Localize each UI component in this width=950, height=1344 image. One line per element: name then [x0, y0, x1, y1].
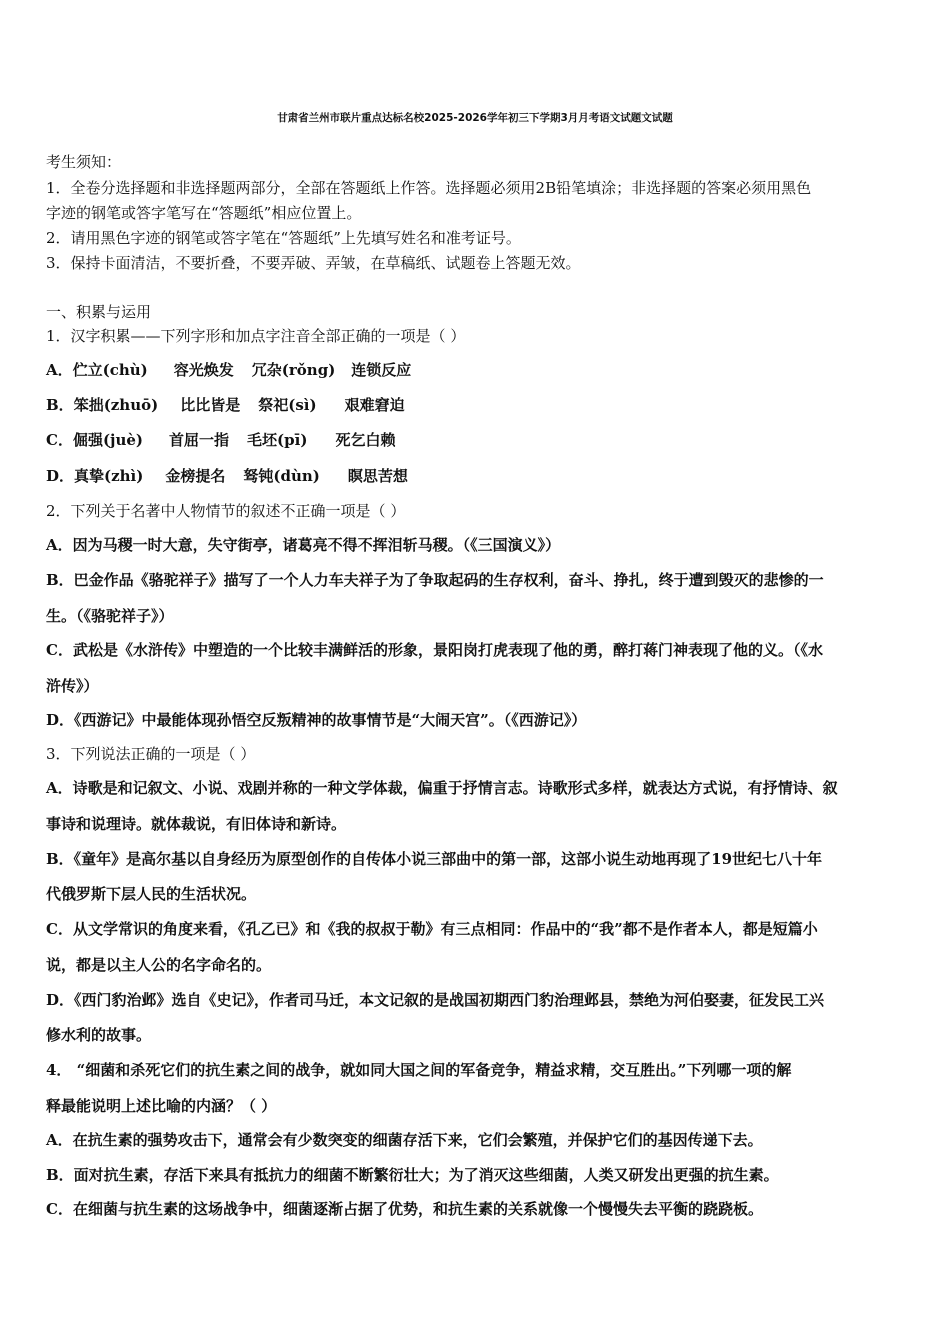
notice-heading: 考生须知： — [46, 153, 122, 171]
question-4-stem: 4． “细菌和杀死它们的抗生素之间的战争，就如同大国之间的军备竞争，精益求精，交互胜出。”下列哪一项的解 — [46, 1061, 792, 1079]
question-3-option: 说，都是以主人公的名字命名的。 — [46, 956, 272, 974]
question-4-stem: 释最能说明上述比喻的内涵？（ ） — [46, 1097, 277, 1115]
question-3-option: C．从文学常识的角度来看，《孔乙已》和《我的叔叔于勒》有三点相同：作品中的“我”都不是作者本人，都是短篇小 — [46, 920, 818, 938]
option-part: 连锁反应 — [351, 361, 412, 379]
question-1-option-b — [46, 395, 405, 415]
question-2-option: C．武松是《水浒传》中塑造的一个比较丰满鲜活的形象，景阳岗打虎表现了他的勇，醉打蒋门神表现了他的义。（《水 — [46, 641, 823, 659]
question-2-option: D．《西游记》中最能体现孙悟空反叛精神的故事情节是“大闹天宫”。（《西游记》） — [46, 711, 587, 729]
question-2-option: B．巴金作品《骆驼祥子》描写了一个人力车夫祥子为了争取起码的生存权利，奋斗、挣扎，终于遭到毁灭的悲惨的一 — [46, 571, 824, 589]
question-3-stem: 3．下列说法正确的一项是（ ） — [46, 745, 256, 763]
option-part: 死乞白赖 — [335, 431, 396, 449]
option-part: 瞑思苦想 — [347, 467, 408, 485]
option-part: 真挚(zhì) — [74, 467, 144, 485]
question-2-option: 生。（《骆驼祥子》） — [46, 607, 174, 625]
question-3-option: D．《西门豹治邺》选自《史记》，作者司马迁，本文记叙的是战国初期西门豹治理邺县，禁绝为河伯娶妻，征发民工兴 — [46, 991, 825, 1009]
option-part: 首屈一指 — [169, 431, 230, 449]
question-3-option: B．《童年》是高尔基以自身经历为原型创作的自传体小说三部曲中的第一部，这部小说生动地再现了19世纪七八十年 — [46, 850, 823, 868]
question-3-option: A．诗歌是和记叙文、小说、戏剧并称的一种文学体裁，偏重于抒情言志。诗歌形式多样，就表达方式说，有抒情诗、叙 — [46, 779, 838, 797]
option-part: 比比皆是 — [180, 396, 241, 414]
option-part: 祭祀(sì) — [258, 396, 317, 414]
option-part: 容光焕发 — [173, 361, 234, 379]
option-label: C． — [46, 431, 73, 449]
question-2-option: 浒传》） — [46, 677, 99, 695]
notice-item: 2．请用黑色字迹的钢笔或答字笔在“答题纸”上先填写姓名和准考证号。 — [46, 229, 521, 247]
question-3-option: 事诗和说理诗。就体裁说，有旧体诗和新诗。 — [46, 815, 347, 833]
question-1-option-d — [46, 466, 408, 486]
notice-item: 1．全卷分选择题和非选择题两部分，全部在答题纸上作答。选择题必须用2B铅笔填涂；非选择题的答案必须用黑色 — [46, 179, 812, 197]
question-1-option-a — [46, 360, 411, 380]
option-part: 冗杂(rǒng) — [251, 361, 336, 379]
section-heading: 一、积累与运用 — [46, 303, 152, 321]
question-4-option: A．在抗生素的强势攻击下，通常会有少数突变的细菌存活下来，它们会繁殖，并保护它们的基因传递下去。 — [46, 1131, 763, 1149]
option-part: 伫立(chù) — [72, 361, 148, 379]
option-label: B． — [46, 396, 74, 414]
question-4-option: C．在细菌与抗生素的这场战争中，细菌逐渐占据了优势，和抗生素的关系就像一个慢慢失去平衡的跷跷板。 — [46, 1200, 763, 1218]
option-part: 笨拙(zhuō) — [73, 396, 159, 414]
question-1-stem: 1．汉字积累——下列字形和加点字注音全部正确的一项是（ ） — [46, 327, 466, 345]
question-2-stem: 2．下列关于名著中人物情节的叙述不正确一项是（ ） — [46, 502, 406, 520]
page-title: 甘肃省兰州市联片重点达标名校2025-2026学年初三下学期3月月考语文试题文试题 — [277, 112, 673, 124]
option-part: 艰难窘迫 — [344, 396, 405, 414]
notice-item: 字迹的钢笔或答字笔写在“答题纸”相应位置上。 — [46, 204, 362, 222]
option-label: A． — [46, 361, 73, 379]
option-part: 金榜提名 — [165, 467, 226, 485]
notice-item: 3．保持卡面清洁，不要折叠，不要弄破、弄皱，在草稿纸、试题卷上答题无效。 — [46, 254, 581, 272]
option-part: 倔强(juè) — [72, 431, 144, 449]
question-3-option: 代俄罗斯下层人民的生活状况。 — [46, 885, 257, 903]
question-2-option: A．因为马稷一时大意，失守街亭，诸葛亮不得不挥泪斩马稷。（《三国演义》） — [46, 536, 561, 554]
option-part: 毛坯(pī) — [247, 431, 308, 449]
option-part: 驽钝(dùn) — [243, 467, 320, 485]
option-label: D． — [46, 467, 75, 485]
question-3-option: 修水利的故事。 — [46, 1026, 152, 1044]
question-1-option-c — [46, 430, 395, 450]
question-4-option: B．面对抗生素，存活下来具有抵抗力的细菌不断繁衍壮大；为了消灭这些细菌，人类又研发出更强的抗生素。 — [46, 1166, 779, 1184]
